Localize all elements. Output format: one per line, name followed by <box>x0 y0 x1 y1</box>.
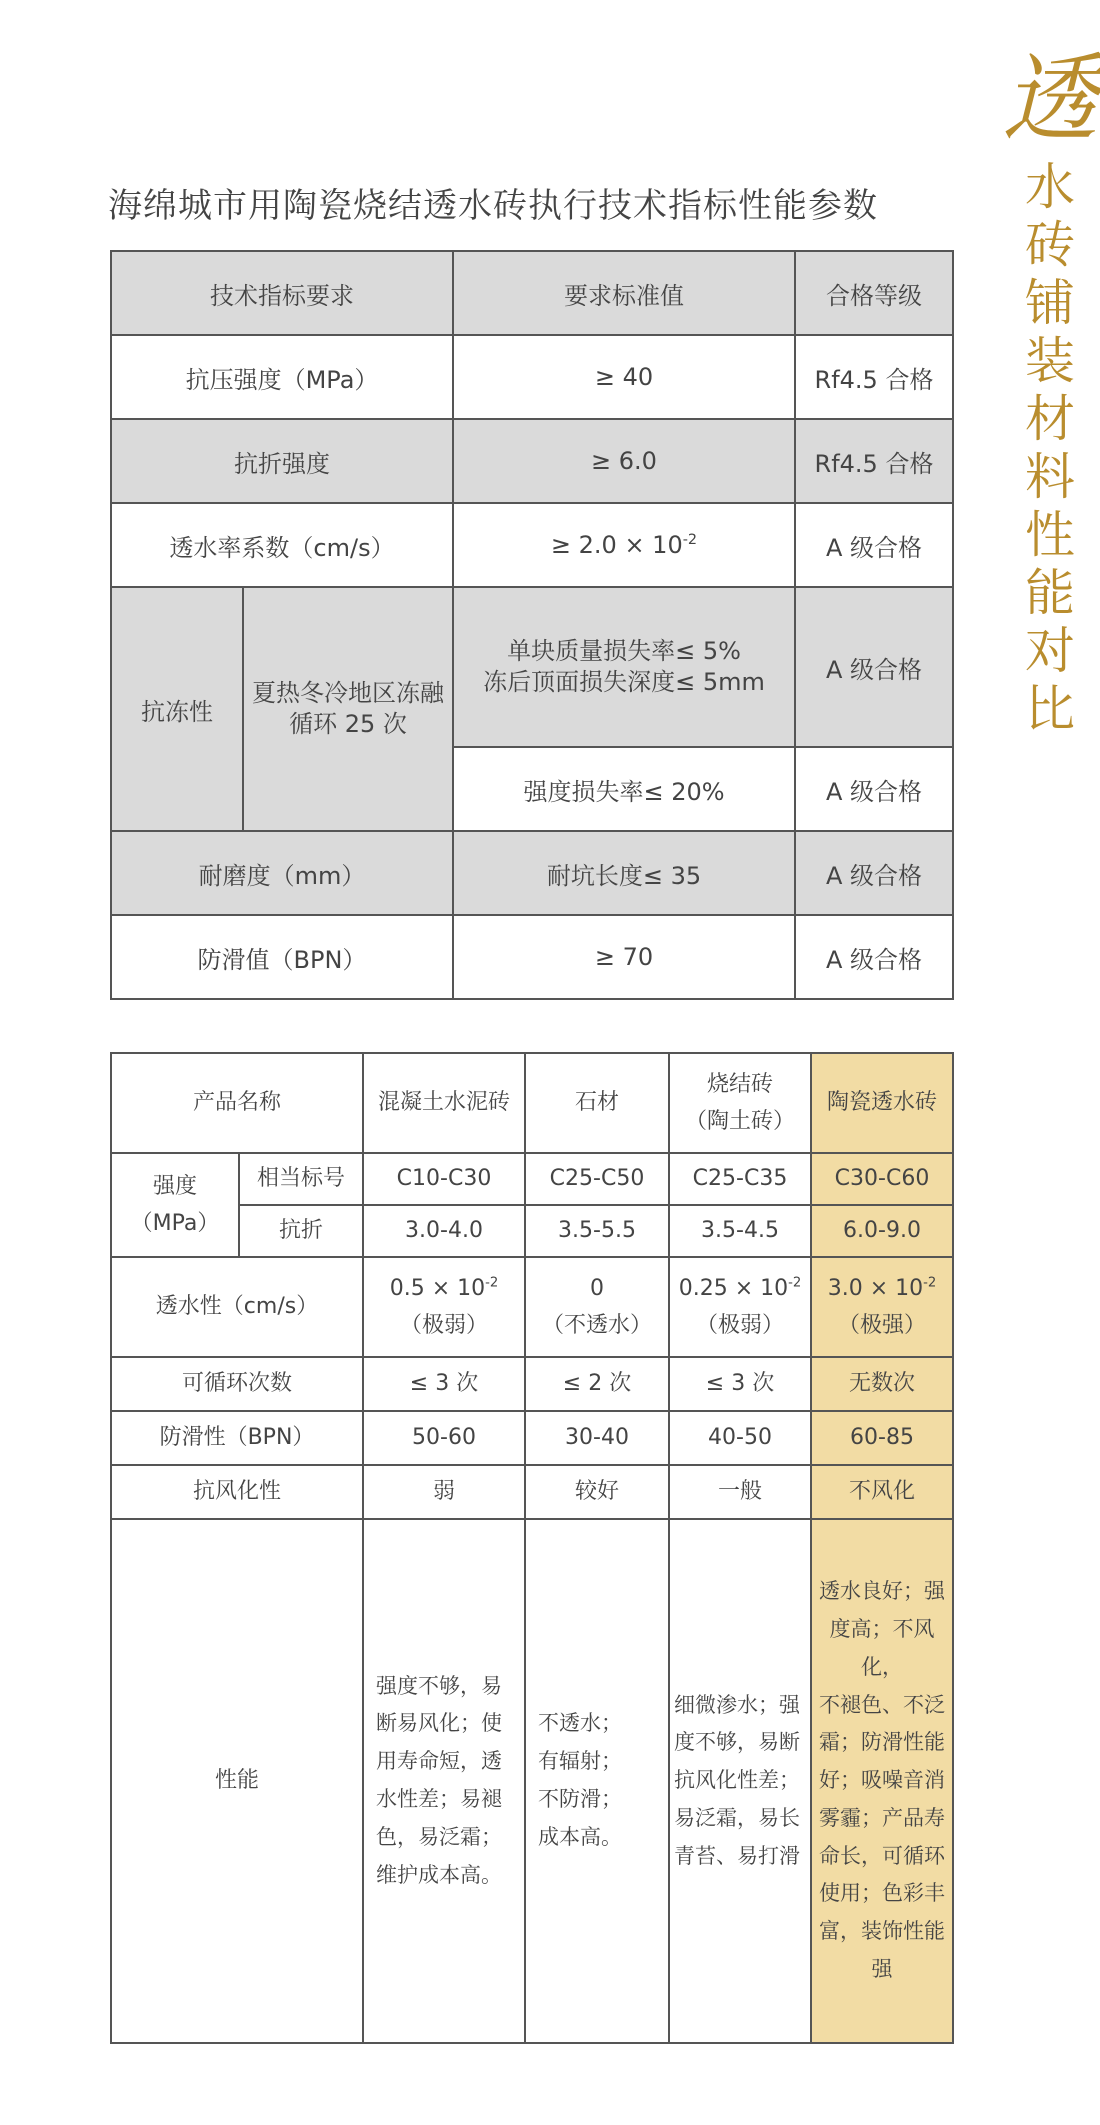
perf-line: 断易风化；使 <box>376 1711 502 1736</box>
spec-label: 透水率系数（cm/s） <box>111 503 453 587</box>
compare-row-cycles <box>111 1357 953 1411</box>
perf-line: 好；吸噪音消 <box>819 1768 945 1793</box>
compare-cell-highlight: C30-C60 <box>811 1153 953 1205</box>
spec-value: ≥ 40 <box>453 335 795 419</box>
compare-perf-cell <box>363 1519 525 2043</box>
compare-header-row <box>111 1053 953 1153</box>
compare-perm-base: 0.25 × 10 <box>678 1275 789 1301</box>
compare-cell-highlight: 60-85 <box>811 1411 953 1465</box>
compare-cell <box>525 1257 669 1357</box>
spec-grade: A 级合格 <box>795 831 953 915</box>
perf-line: 维护成本高。 <box>376 1862 502 1887</box>
spec-label: 防滑值（BPN） <box>111 915 453 999</box>
compare-cell <box>669 1257 811 1357</box>
compare-header-concrete: 混凝土水泥砖 <box>363 1053 525 1153</box>
compare-header-fired <box>669 1053 811 1153</box>
side-title-char: 料 <box>1025 448 1075 506</box>
compare-cell: C10-C30 <box>363 1153 525 1205</box>
compare-perm-note: （极弱） <box>399 1313 488 1338</box>
perf-line: 雾霾；产品寿 <box>819 1805 945 1830</box>
spec-row-compressive <box>111 335 953 419</box>
spec-frost-value1-line: 单块质量损失率≤ 5% <box>507 636 741 665</box>
compare-header-fired-line: 烧结砖 <box>706 1071 773 1097</box>
compare-cell <box>363 1257 525 1357</box>
compare-cell: 30-40 <box>525 1411 669 1465</box>
side-title-char: 砖 <box>1025 216 1075 274</box>
side-title-char: 水 <box>1025 158 1075 216</box>
compare-cell-highlight: 6.0-9.0 <box>811 1205 953 1257</box>
compare-cell-highlight: 不风化 <box>811 1465 953 1519</box>
side-title-char: 比 <box>1025 680 1075 738</box>
spec-frost-condition: 夏热冬冷地区冻融循环 25 次 <box>243 587 453 831</box>
perf-line: 度高；不风化， <box>829 1616 935 1679</box>
spec-label: 抗折强度 <box>111 419 453 503</box>
compare-cell: 一般 <box>669 1465 811 1519</box>
spec-header-requirement: 技术指标要求 <box>111 251 453 335</box>
compare-strength-label-line: 强度 <box>152 1173 197 1199</box>
compare-perm-base: 0.5 × 10 <box>389 1275 486 1301</box>
perf-line: 度不够，易断 <box>674 1730 800 1755</box>
spec-frost-grade1: A 级合格 <box>795 587 953 747</box>
compare-row-skid <box>111 1411 953 1465</box>
spec-frost-value1 <box>453 587 795 747</box>
perf-line: 不透水； <box>538 1711 622 1736</box>
page-title: 海绵城市用陶瓷烧结透水砖执行技术指标性能参数 <box>108 186 878 226</box>
spec-label: 耐磨度（mm） <box>111 831 453 915</box>
spec-value: ≥ 70 <box>453 915 795 999</box>
compare-cell: ≤ 3 次 <box>669 1357 811 1411</box>
compare-cell: 3.5-4.5 <box>669 1205 811 1257</box>
compare-perf-cell-highlight <box>811 1519 953 2043</box>
compare-cell-highlight: 无数次 <box>811 1357 953 1411</box>
perf-line: 不褪色、不泛 <box>819 1692 945 1717</box>
compare-row-permeability <box>111 1257 953 1357</box>
spec-frost-label: 抗冻性 <box>111 587 243 831</box>
side-title-char: 材 <box>1025 390 1075 448</box>
compare-header-ceramic: 陶瓷透水砖 <box>811 1053 953 1153</box>
compare-cell: 3.0-4.0 <box>363 1205 525 1257</box>
side-title-char: 铺 <box>1025 274 1075 332</box>
perf-line: 易泛霜，易长 <box>674 1805 800 1830</box>
spec-label: 抗压强度（MPa） <box>111 335 453 419</box>
perf-line: 强度不够，易 <box>376 1673 502 1698</box>
perf-line: 抗风化性差； <box>674 1768 800 1793</box>
spec-grade: A 级合格 <box>795 915 953 999</box>
side-title-char: 能 <box>1025 564 1075 622</box>
compare-cell: ≤ 2 次 <box>525 1357 669 1411</box>
perf-line: 有辐射； <box>538 1749 622 1774</box>
spec-frost-grade2: A 级合格 <box>795 747 953 831</box>
compare-header-product: 产品名称 <box>111 1053 363 1153</box>
perf-line: 成本高。 <box>538 1824 622 1849</box>
spec-row-skid <box>111 915 953 999</box>
compare-perm-exponent: -2 <box>788 1275 802 1291</box>
spec-table <box>110 250 954 1000</box>
perf-line: 不防滑； <box>538 1787 622 1811</box>
compare-row-weathering <box>111 1465 953 1519</box>
compare-perm-note: （不透水） <box>541 1313 652 1338</box>
compare-perm-note: （极弱） <box>695 1313 784 1338</box>
spec-value <box>453 503 795 587</box>
spec-value-exponent: -2 <box>682 532 698 548</box>
perf-line: 透水良好；强 <box>819 1579 945 1604</box>
perf-line: 霜；防滑性能 <box>819 1730 945 1755</box>
compare-header-stone: 石材 <box>525 1053 669 1153</box>
spec-frost-value1-line: 冻后顶面损失深度≤ 5mm <box>483 668 765 696</box>
spec-header-grade: 合格等级 <box>795 251 953 335</box>
side-title <box>1000 40 1100 738</box>
compare-cell-highlight <box>811 1257 953 1357</box>
compare-cell: 50-60 <box>363 1411 525 1465</box>
perf-line: 青苔、易打滑 <box>674 1843 800 1868</box>
compare-label: 透水性（cm/s） <box>111 1257 363 1357</box>
perf-line: 命长，可循环 <box>819 1843 945 1868</box>
perf-line: 使用；色彩丰 <box>819 1881 945 1906</box>
compare-cell: 较好 <box>525 1465 669 1519</box>
compare-label: 抗风化性 <box>111 1465 363 1519</box>
spec-value: ≥ 6.0 <box>453 419 795 503</box>
spec-grade: Rf4.5 合格 <box>795 335 953 419</box>
spec-row-flexural <box>111 419 953 503</box>
compare-table <box>110 1052 954 2044</box>
perf-line: 富，装饰性能 <box>819 1919 945 1944</box>
perf-line: 色，易泛霜； <box>376 1824 502 1849</box>
compare-perm-base: 0 <box>590 1275 604 1301</box>
compare-strength-flex-label: 抗折 <box>239 1205 363 1257</box>
compare-perm-exponent: -2 <box>485 1275 499 1291</box>
compare-row-performance <box>111 1519 953 2043</box>
compare-header-fired-line: （陶土砖） <box>684 1109 795 1134</box>
side-title-char: 对 <box>1025 622 1075 680</box>
compare-perm-exponent: -2 <box>923 1275 937 1291</box>
spec-row-frost <box>111 587 953 747</box>
spec-grade: Rf4.5 合格 <box>795 419 953 503</box>
perf-line: 用寿命短，透 <box>376 1749 502 1774</box>
compare-cell: C25-C35 <box>669 1153 811 1205</box>
compare-cell: ≤ 3 次 <box>363 1357 525 1411</box>
compare-strength-grade-label: 相当标号 <box>239 1153 363 1205</box>
side-title-char: 性 <box>1025 506 1075 564</box>
compare-label: 可循环次数 <box>111 1357 363 1411</box>
compare-cell: 40-50 <box>669 1411 811 1465</box>
spec-frost-value2: 强度损失率≤ 20% <box>453 747 795 831</box>
spec-row-permeability <box>111 503 953 587</box>
perf-line: 水性差；易褪 <box>376 1787 502 1811</box>
spec-row-abrasion <box>111 831 953 915</box>
compare-perm-base: 3.0 × 10 <box>827 1275 924 1301</box>
compare-row-strength-grade <box>111 1153 953 1205</box>
compare-label: 防滑性（BPN） <box>111 1411 363 1465</box>
spec-header-standard: 要求标准值 <box>453 251 795 335</box>
spec-value-base: ≥ 2.0 × 10 <box>550 531 683 559</box>
side-title-first-char: 透 <box>1002 43 1098 155</box>
compare-cell: 弱 <box>363 1465 525 1519</box>
spec-value: 耐坑长度≤ 35 <box>453 831 795 915</box>
compare-perm-note: （极强） <box>837 1313 926 1338</box>
compare-label: 性能 <box>111 1519 363 2043</box>
compare-cell: C25-C50 <box>525 1153 669 1205</box>
compare-cell: 3.5-5.5 <box>525 1205 669 1257</box>
perf-line: 强 <box>871 1957 893 1982</box>
perf-line: 细微渗水；强 <box>674 1692 800 1717</box>
spec-grade: A 级合格 <box>795 503 953 587</box>
spec-header-row <box>111 251 953 335</box>
compare-strength-label <box>111 1153 239 1257</box>
compare-perf-cell <box>669 1519 811 2043</box>
side-title-char: 装 <box>1025 332 1075 390</box>
compare-strength-label-line: （MPa） <box>130 1211 220 1236</box>
compare-perf-cell <box>525 1519 669 2043</box>
